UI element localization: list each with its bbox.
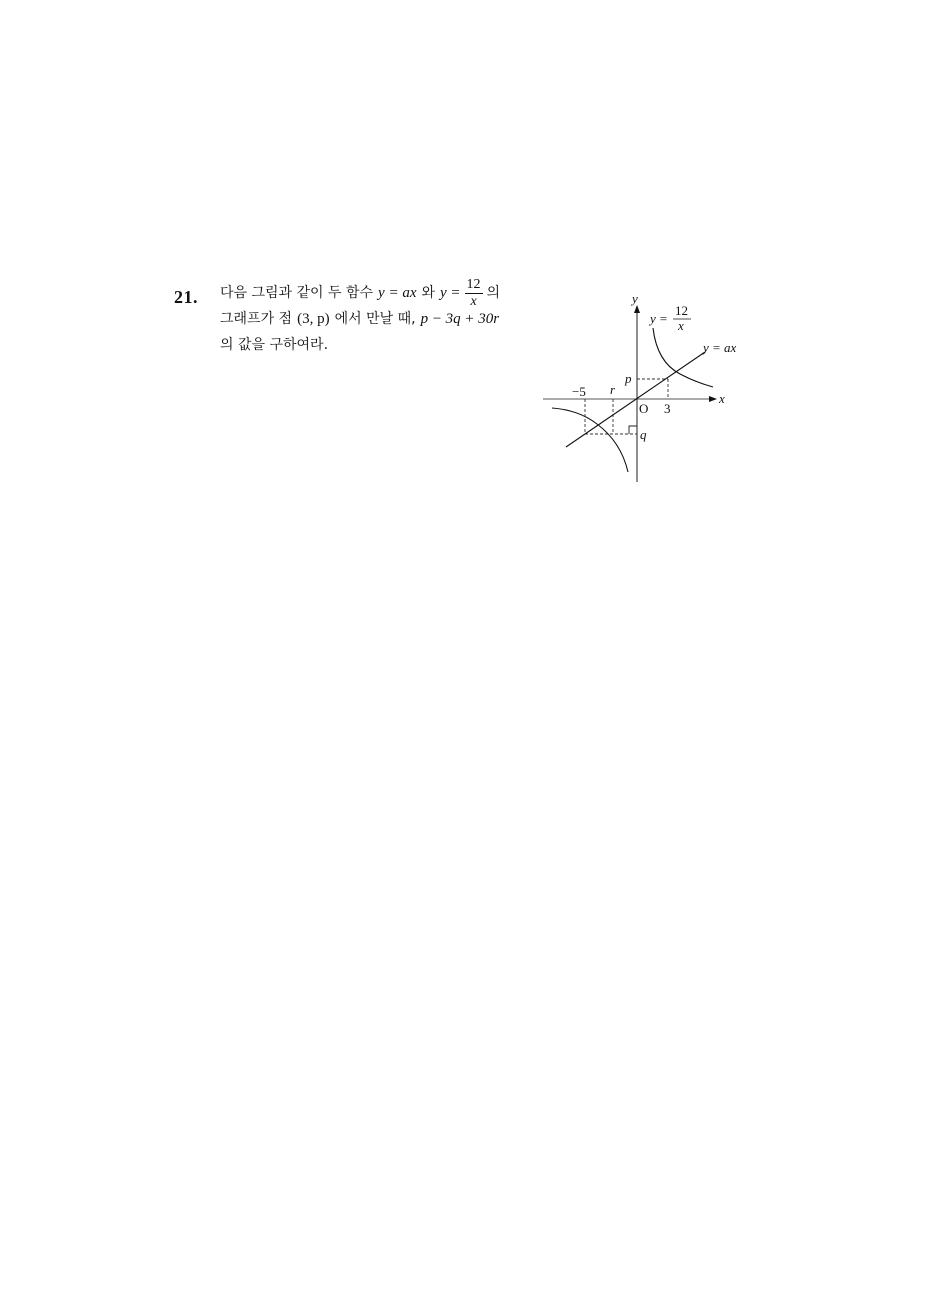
problem-text-part: 그래프가 점 [220, 311, 293, 327]
hyperbola-branch-lower [552, 408, 628, 472]
curve-label-denominator: x [678, 318, 684, 333]
tick-label-3: 3 [664, 401, 671, 416]
origin-label: O [639, 401, 649, 416]
problem-text-part: 와 [421, 285, 436, 301]
math-expression: p − 3q + 30r [420, 311, 500, 327]
curve-label-prefix: y = [650, 311, 668, 326]
right-angle-mark [629, 426, 637, 434]
point-coordinates: (3, p) [297, 311, 330, 327]
problem-text-part: 다음 그림과 같이 두 함수 [220, 285, 374, 301]
problem-text-part: 의 [486, 285, 501, 301]
math-expression: y = [440, 285, 461, 301]
tick-label-p: p [625, 371, 632, 386]
fraction-denominator: x [470, 293, 477, 309]
fraction [465, 278, 483, 309]
problem-line-1 [220, 276, 530, 309]
math-expression: y = ax [378, 285, 417, 301]
function-graph [535, 292, 755, 488]
hyperbola-branch-upper [653, 328, 713, 387]
problem-line-3 [220, 332, 530, 358]
y-axis-label: y [632, 292, 638, 306]
curve-label-numerator: 12 [675, 303, 688, 318]
x-axis-label: x [719, 391, 725, 406]
tick-label-neg5: −5 [572, 384, 586, 399]
tick-label-q: q [640, 427, 647, 442]
line-label: y = ax [703, 340, 737, 355]
problem-text-part: 에서 만날 때, [334, 311, 416, 327]
fraction-numerator: 12 [466, 276, 481, 292]
problem-text-part: 의 값을 구하여라. [220, 337, 329, 353]
problem-number: 21. [174, 287, 198, 307]
tick-label-r: r [610, 382, 616, 397]
problem-text [220, 276, 530, 358]
problem-line-2 [220, 306, 530, 332]
